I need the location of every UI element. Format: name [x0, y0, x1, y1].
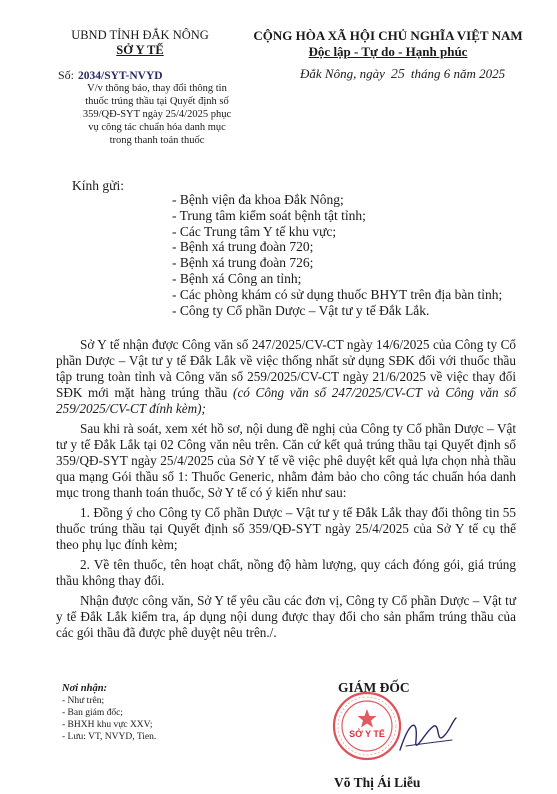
doc-number-label: Số: [58, 68, 75, 82]
signer-name: Võ Thị Ái Liễu [334, 775, 421, 790]
subject-line: V/v thông báo, thay đổi thông tin [87, 83, 227, 94]
agency-name: UBND TỈNH ĐẮK NÔNG [71, 28, 209, 42]
date-prefix: Đắk Nông, ngày [300, 66, 385, 81]
national-motto: Độc lập - Tự do - Hạnh phúc [308, 44, 468, 59]
body-italic-note: (có Công văn số 247/2025/CV-CT và Công văn số 259/2025/CV-CT đính kèm); [56, 385, 516, 416]
subject-line: trong thanh toán thuốc [109, 135, 205, 146]
recipient-item: - Bệnh viện đa khoa Đắk Nông; [172, 192, 344, 207]
recipient-item: - Bệnh xá trung đoàn 726; [172, 255, 314, 271]
date-day: 25 [390, 67, 405, 82]
noi-nhan-item: - Lưu: VT, NVYD, Tien. [62, 732, 157, 742]
header-right [238, 28, 538, 60]
body-paragraph: Nhận được công văn, Sở Y tế yêu cầu các đơn vị, Công ty Cổ phần Dược – Vật tư y tế Đắk Lắk kiểm tra, áp dụng nội dung được thay đổi cho sản phẩm trúng thầu của các gói thầu đã được phê duyệt nêu trên./. [56, 593, 516, 640]
subject-line: vụ công tác chuẩn hóa danh mục [88, 122, 226, 133]
noi-nhan-item: - Như trên; [62, 696, 105, 706]
document-number [58, 68, 163, 83]
stamp-text: SỞ Y TẾ [349, 729, 385, 739]
recipient-item: - Trung tâm kiểm soát bệnh tật tỉnh; [172, 207, 366, 223]
noi-nhan-title: Nơi nhận: [62, 683, 108, 694]
recipient-item: - Các Trung tâm Y tế khu vực; [172, 223, 337, 239]
subject-line: 359/QĐ-SYT ngày 25/4/2025 phục [82, 109, 232, 120]
doc-number-value: 2034/SYT-NVYD [78, 70, 163, 82]
kinh-gui-label: Kính gửi: [72, 178, 124, 193]
handwritten-signature-icon [392, 700, 462, 770]
body-paragraph: 2. Về tên thuốc, tên hoạt chất, nồng độ hàm lượng, quy cách đóng gói, giá trúng thầu không thay đổi. [56, 557, 516, 588]
recipient-item: - Bệnh xá trung đoàn 720; [172, 239, 314, 255]
letter-body [56, 337, 516, 645]
header-left [40, 28, 240, 58]
noi-nhan-item: - BHXH khu vực XXV; [62, 720, 153, 730]
body-text: Sở Y tế nhận được Công văn số 247/2025/CV-CT ngày 14/6/2025 của Công ty Cổ phần Dược – Vật tư y tế Đắk Lắk về việc thống nhất sử dụng SĐK đối với thuốc thầu tập trung toàn tỉnh và Công văn số 259/2025/CV-CT ngày 21/6/2025 về việc thay đổi SĐK mới mặt hàng trúng thầu [56, 337, 516, 400]
department-name: SỞ Y TẾ [116, 43, 164, 57]
recipient-list [172, 192, 502, 318]
subject-block [50, 82, 264, 147]
noi-nhan-item: - Ban giám đốc; [62, 708, 123, 718]
recipients-footer [62, 683, 156, 743]
national-title: CỘNG HÒA XÃ HỘI CHỦ NGHĨA VIỆT NAM [253, 28, 523, 43]
recipient-item: - Công ty Cổ phần Dược – Vật tư y tế Đắk Lắk. [172, 302, 430, 318]
subject-line: thuốc trúng thầu tại Quyết định số [85, 96, 229, 107]
recipient-item: - Các phòng khám có sử dụng thuốc BHYT trên địa bàn tỉnh; [172, 286, 503, 302]
body-paragraph [56, 337, 516, 417]
body-paragraph: Sau khi rà soát, xem xét hồ sơ, nội dung đề nghị của Công ty Cổ phần Dược – Vật tư y tế Đắk Lắk tại 02 Công văn nêu trên. Căn cứ kết quả trúng thầu tại Quyết định số 359/QĐ-SYT ngày 25/4/2025 của Sở Y tế về việc phê duyệt kết quả lựa chọn nhà thầu qua mạng Gói thầu số 1: Thuốc Generic, nhằm đảm bảo cho công tác chuẩn hóa danh mục trong thanh toán thuốc, Sở Y tế có ý kiến như sau: [56, 421, 516, 500]
date-suffix: tháng 6 năm 2025 [410, 66, 506, 81]
recipient-item: - Bệnh xá Công an tỉnh; [172, 270, 302, 286]
signer-title: GIÁM ĐỐC [338, 680, 410, 695]
body-paragraph: 1. Đồng ý cho Công ty Cổ phần Dược – Vật tư y tế Đắk Lắk thay đổi thông tin 55 thuốc trúng thầu tại Quyết định số 359/QĐ-SYT ngày 25/4/2025 của Sở Y tế cụ thể theo phụ lục đính kèm; [56, 505, 516, 552]
document-date [300, 66, 505, 83]
